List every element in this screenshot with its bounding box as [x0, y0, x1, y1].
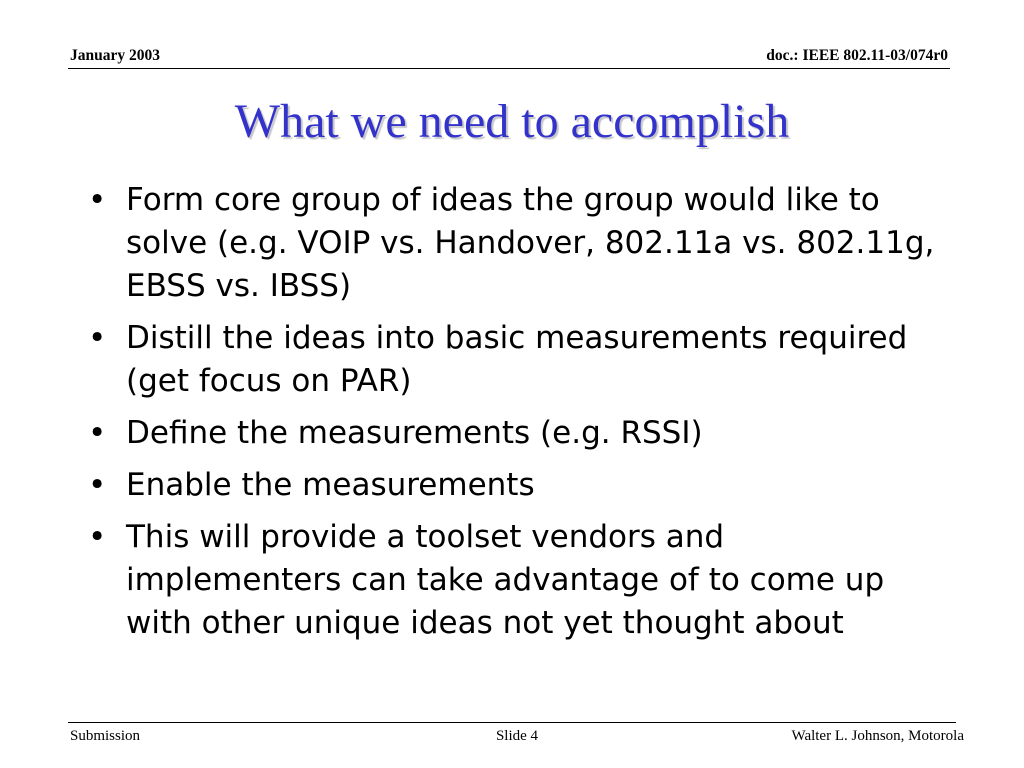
header-date: January 2003: [70, 47, 160, 64]
footer-author: Walter L. Johnson, Motorola: [791, 728, 964, 744]
bullet-icon: •: [88, 467, 107, 503]
header-divider: [68, 68, 950, 69]
footer-slide-number: Slide 4: [495, 728, 539, 744]
bullet-item: [88, 464, 948, 507]
bullet-item: [88, 412, 948, 455]
footer-submission: Submission: [70, 728, 141, 744]
bullet-item: [88, 516, 948, 645]
bullet-text: Enable the measurements: [126, 467, 535, 503]
bullet-icon: •: [88, 415, 107, 451]
bullet-text: Form core group of ideas the group would like to solve (e.g. VOIP vs. Handover, 802.11a vs. 802.11g, EBSS vs. IBSS): [126, 182, 935, 304]
bullet-text: Distill the ideas into basic measurements required (get focus on PAR): [126, 320, 908, 399]
bullet-icon: •: [88, 519, 107, 555]
bullet-text: This will provide a toolset vendors and implementers can take advantage of to come up with other unique ideas not yet thought about: [126, 519, 885, 641]
bullet-item: [88, 179, 948, 308]
header-doc-id: doc.: IEEE 802.11-03/074r0: [766, 47, 948, 64]
bullet-text: Define the measurements (e.g. RSSI): [126, 415, 703, 451]
bullet-list: [88, 179, 948, 654]
slide-title: What we need to accomplish: [234, 95, 790, 148]
bullet-icon: •: [88, 320, 107, 356]
bullet-item: [88, 317, 948, 403]
bullet-icon: •: [88, 182, 107, 218]
footer-divider: [68, 722, 956, 723]
